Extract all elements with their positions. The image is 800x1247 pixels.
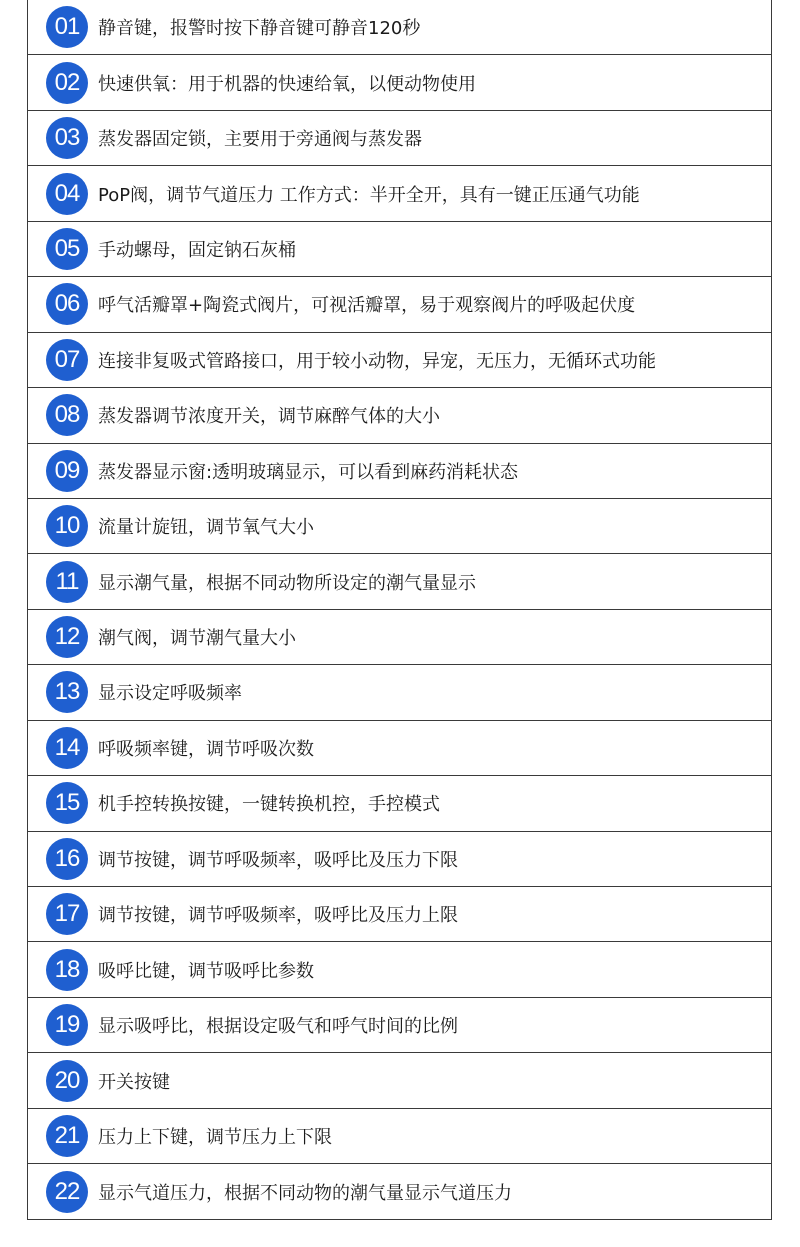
item-number-badge: 14 — [46, 727, 88, 769]
item-number-badge: 07 — [46, 339, 88, 381]
item-number-badge: 21 — [46, 1115, 88, 1157]
item-number-badge: 12 — [46, 616, 88, 658]
item-description: 显示设定呼吸频率 — [98, 683, 242, 705]
item-description: 静音键，报警时按下静音键可静音120秒 — [98, 18, 421, 40]
item-description: 潮气阀，调节潮气量大小 — [98, 628, 296, 650]
list-item — [28, 444, 771, 499]
item-description: 显示气道压力，根据不同动物的潮气量显示气道压力 — [98, 1182, 512, 1204]
list-item — [28, 277, 771, 332]
item-number-badge: 01 — [46, 6, 88, 48]
item-description: 呼气活瓣罩+陶瓷式阀片，可视活瓣罩，易于观察阀片的呼吸起伏度 — [98, 295, 636, 317]
list-item — [28, 111, 771, 166]
list-item — [28, 55, 771, 110]
item-description: 开关按键 — [98, 1071, 170, 1093]
list-item — [28, 0, 771, 55]
item-number-badge: 17 — [46, 893, 88, 935]
item-number-badge: 08 — [46, 394, 88, 436]
item-number-badge: 18 — [46, 949, 88, 991]
item-number-badge: 11 — [46, 561, 88, 603]
list-item — [28, 1164, 771, 1219]
item-number-badge: 16 — [46, 838, 88, 880]
item-description: 流量计旋钮，调节氧气大小 — [98, 517, 314, 539]
feature-list — [27, 0, 772, 1220]
item-number-badge: 19 — [46, 1004, 88, 1046]
item-description: 显示吸呼比，根据设定吸气和呼气时间的比例 — [98, 1016, 458, 1038]
item-number-badge: 13 — [46, 671, 88, 713]
list-item — [28, 832, 771, 887]
list-item — [28, 333, 771, 388]
item-description: 蒸发器固定锁，主要用于旁通阀与蒸发器 — [98, 129, 422, 151]
item-number-badge: 22 — [46, 1171, 88, 1213]
item-description: 呼吸频率键，调节呼吸次数 — [98, 738, 314, 760]
list-item — [28, 388, 771, 443]
item-description: 机手控转换按键，一键转换机控，手控模式 — [98, 794, 440, 816]
list-item — [28, 610, 771, 665]
list-item — [28, 166, 771, 221]
item-number-badge: 20 — [46, 1060, 88, 1102]
item-number-badge: 10 — [46, 505, 88, 547]
item-description: 蒸发器显示窗:透明玻璃显示，可以看到麻药消耗状态 — [98, 461, 519, 483]
list-item — [28, 499, 771, 554]
list-item — [28, 1053, 771, 1108]
list-item — [28, 776, 771, 831]
item-description: 调节按键，调节呼吸频率，吸呼比及压力上限 — [98, 905, 458, 927]
list-item — [28, 665, 771, 720]
item-description: 显示潮气量，根据不同动物所设定的潮气量显示 — [98, 572, 476, 594]
item-description: 调节按键，调节呼吸频率，吸呼比及压力下限 — [98, 849, 458, 871]
item-description: 吸呼比键，调节吸呼比参数 — [98, 960, 314, 982]
item-number-badge: 04 — [46, 173, 88, 215]
list-item — [28, 554, 771, 609]
item-description: 连接非复吸式管路接口，用于较小动物，异宠，无压力，无循环式功能 — [98, 350, 656, 372]
item-description: 压力上下键，调节压力上下限 — [98, 1126, 332, 1148]
list-item — [28, 998, 771, 1053]
item-description: PoP阀，调节气道压力 工作方式：半开全开，具有一键正压通气功能 — [98, 184, 640, 206]
item-description: 快速供氧：用于机器的快速给氧，以便动物使用 — [98, 73, 476, 95]
item-description: 手动螺母，固定钠石灰桶 — [98, 239, 296, 261]
list-item — [28, 1109, 771, 1164]
list-item — [28, 887, 771, 942]
item-number-badge: 03 — [46, 117, 88, 159]
item-number-badge: 15 — [46, 782, 88, 824]
item-description: 蒸发器调节浓度开关，调节麻醉气体的大小 — [98, 406, 440, 428]
list-item — [28, 942, 771, 997]
list-item — [28, 222, 771, 277]
list-item — [28, 721, 771, 776]
item-number-badge: 05 — [46, 228, 88, 270]
item-number-badge: 06 — [46, 283, 88, 325]
item-number-badge: 02 — [46, 62, 88, 104]
item-number-badge: 09 — [46, 450, 88, 492]
